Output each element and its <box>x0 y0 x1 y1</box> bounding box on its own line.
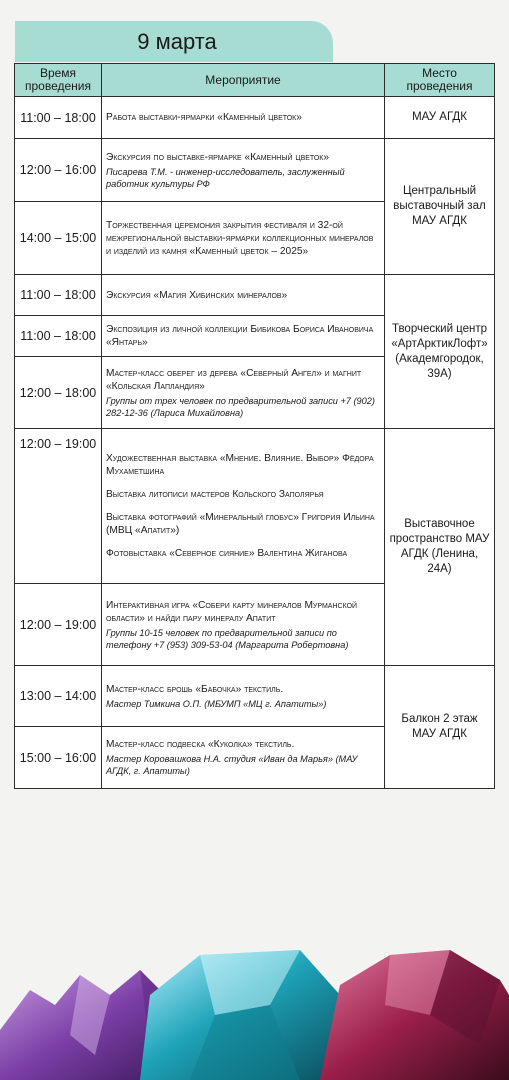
table-row <box>15 97 495 139</box>
crystals-illustration <box>0 935 509 1080</box>
header-time: Время проведения <box>15 64 102 97</box>
table-row <box>15 139 495 202</box>
time-cell: 15:00 – 16:00 <box>15 727 102 789</box>
event-title: Интерактивная игра «Собери карту минералов Мурманской области» и найди пару минералу Апатит <box>106 599 358 624</box>
event-item: Выставка литописи мастеров Кольского Заполярья <box>106 489 324 500</box>
table-row <box>15 275 495 316</box>
event-cell <box>102 202 385 275</box>
event-cell <box>102 584 385 666</box>
event-item: Выставка фотографий «Минеральный глобус» Григория Ильина (МВЦ «Апатит») <box>106 512 375 536</box>
event-item: Художественная выставка «Мнение. Влияние. Выбор» Фёдора Мухаметшина <box>106 453 374 477</box>
event-title: Мастер-класс подвеска «Куколка» текстиль. <box>106 739 295 750</box>
table-row <box>15 666 495 727</box>
time-cell: 12:00 – 19:00 <box>15 429 102 584</box>
time-cell: 11:00 – 18:00 <box>15 97 102 139</box>
event-title: Экспозиция из личной коллекции Бибикова Бориса Ивановича «Янтарь» <box>106 324 374 348</box>
place-cell: Балкон 2 этаж МАУ АГДК <box>385 666 495 789</box>
event-cell <box>102 139 385 202</box>
time-cell: 14:00 – 15:00 <box>15 202 102 275</box>
event-title: Экскурсия «Магия Хибинских минералов» <box>106 289 288 301</box>
time-cell: 13:00 – 14:00 <box>15 666 102 727</box>
header-row <box>15 64 495 97</box>
time-cell: 12:00 – 16:00 <box>15 139 102 202</box>
date-label: 9 марта <box>137 28 217 54</box>
schedule-table <box>14 63 495 789</box>
time-cell: 12:00 – 18:00 <box>15 357 102 429</box>
event-title: Мастер-класс оберег из дерева «Северный Ангел» и магнит «Кольская Лапландия» <box>106 367 362 392</box>
header-event: Мероприятие <box>102 64 385 97</box>
event-cell <box>102 429 385 584</box>
event-cell <box>102 275 385 316</box>
place-cell: Центральный выставочный зал МАУ АГДК <box>385 139 495 275</box>
time-cell: 11:00 – 18:00 <box>15 275 102 316</box>
time-cell: 11:00 – 18:00 <box>15 316 102 357</box>
event-item: Фотовыставка «Северное сияние» Валентина Жиганова <box>106 548 348 559</box>
event-note: Мастер Тимкина О.П. (МБУМП «МЦ г. Апатиты») <box>106 698 327 709</box>
event-cell <box>102 666 385 727</box>
place-cell: Творческий центр «АртАрктикЛофт» (Академгородок, 39А) <box>385 275 495 429</box>
event-note: Группы 10-15 человек по предварительной записи по телефону +7 (953) 309-53-04 (Маргарита Робертовна) <box>106 627 349 650</box>
event-cell <box>102 97 385 139</box>
event-cell <box>102 727 385 789</box>
event-note: Мастер Коровашкова Н.А. студия «Иван да Марья» (МАУ АГДК, г. Апатиты) <box>106 754 358 776</box>
time-cell: 12:00 – 19:00 <box>15 584 102 666</box>
event-cell <box>102 357 385 429</box>
date-tab <box>15 21 333 62</box>
header-place: Место проведения <box>385 64 495 97</box>
event-title: Торжественная церемония закрытия фестиваля и 32-ой межрегиональной выставки-ярмарки коллекционных минералов и изделий из камня «Каменный цветок – 2025» <box>106 219 374 257</box>
table-row <box>15 429 495 584</box>
event-cell <box>102 316 385 357</box>
event-title: Работа выставки-ярмарки «Каменный цветок» <box>106 112 302 123</box>
event-title: Мастер-класс брошь «Бабочка» текстиль. <box>106 683 284 695</box>
event-note: Писарева Т.М. - инженер-исследователь, заслуженный работник культуры РФ <box>106 166 345 189</box>
place-cell: Выставочное пространство МАУ АГДК (Ленина, 24А) <box>385 429 495 666</box>
event-title: Экскурсия по выставке-ярмарке «Каменный цветок» <box>106 151 330 163</box>
event-note: Группы от трех человек по предварительной записи +7 (902) 282-12-36 (Лариса Михайловна) <box>106 395 375 418</box>
place-cell: МАУ АГДК <box>385 97 495 139</box>
